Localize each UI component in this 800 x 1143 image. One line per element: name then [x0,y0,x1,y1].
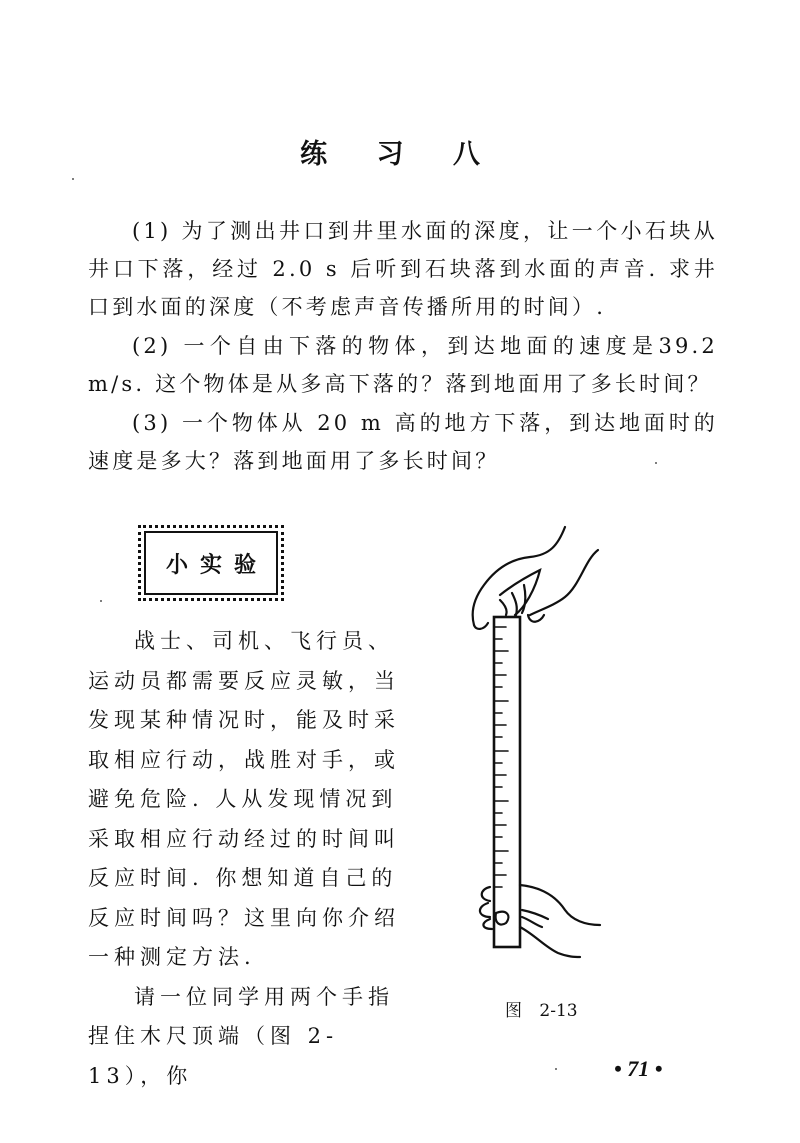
experiment-paragraph: 战士、司机、飞行员、运动员都需要反应灵敏，当发现某种情况时，能及时采取相应行动，战胜对手，或避免危险. 人从发现情况到采取相应行动经过的时间叫反应时间. 你想知道自己的反应时间吗？这里向你介绍一种测定方法. [88,629,400,969]
scan-speck [655,462,657,464]
hand-holding-ruler-illustration [460,515,610,965]
experiment-paragraph: 请一位同学用两个手指捏住木尺顶端（图 2-13），你 [88,984,394,1088]
experiment-text [88,622,406,1096]
exercise-item-3 [88,404,718,480]
scan-speck [72,178,74,180]
exercise-title: 练 习 八 [300,139,500,170]
figure-caption: 图 2-13 [505,1001,578,1021]
experiment-heading-box [138,525,284,601]
exercise-label: (1) [132,219,172,243]
exercise-text: 一个物体从 20 m 高的地方下落，到达地面时的速度是多大？落到地面用了多长时间？ [88,411,718,473]
exercise-label: (2) [132,334,172,358]
scan-speck [555,1068,557,1070]
exercise-item-1 [88,212,718,326]
scan-speck [100,600,102,602]
page-number: • 71 • [614,1056,663,1081]
exercise-text: 为了测出井口到井里水面的深度，让一个小石块从井口下落，经过 2.0 s 后听到石块落到水面的声音. 求井口到水面的深度（不考虑声音传播所用的时间）. [88,219,718,319]
exercise-item-2 [88,327,718,403]
exercise-label: (3) [132,411,172,435]
exercise-text: 一个自由下落的物体，到达地面的速度是39.2 m/s. 这个物体是从多高下落的？落到地面用了多长时间？ [88,334,718,396]
experiment-heading: 小实验 [165,552,268,578]
